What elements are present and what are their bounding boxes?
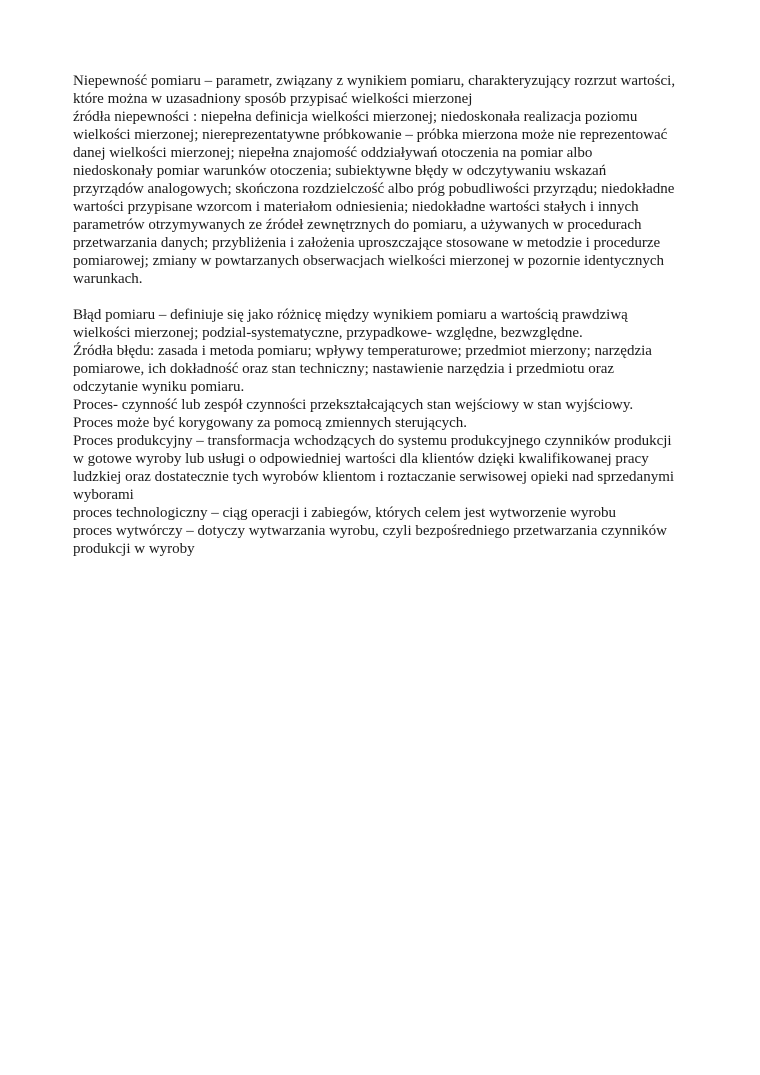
text-line: które można w uzasadniony sposób przypisać wielkości mierzonej: [73, 91, 473, 107]
text-line: odczytanie wyniku pomiaru.: [73, 379, 245, 395]
text-line: wartości przypisane wzorcom i materiałom odniesienia; niedokładne wartości stałych i innych: [73, 199, 639, 215]
document-page: [73, 72, 703, 558]
text-line: produkcji w wyroby: [73, 541, 195, 557]
text-line: Proces- czynność lub zespół czynności przekształcających stan wejściowy w stan wyjściowy.: [73, 397, 634, 413]
text-line: proces technologiczny – ciąg operacji i zabiegów, których celem jest wytworzenie wyrobu: [73, 505, 616, 521]
text-line: wyborami: [73, 487, 134, 503]
text-line: pomiarowe, ich dokładność oraz stan techniczny; nastawienie narzędzia i przedmiotu oraz: [73, 361, 615, 377]
text-line: Źródła błędu: zasada i metoda pomiaru; wpływy temperaturowe; przedmiot mierzony; narzędzia: [73, 343, 652, 359]
text-line: danej wielkości mierzonej; niepełna znajomość oddziaływań otoczenia na pomiar albo: [73, 145, 593, 161]
text-line: parametrów otrzymywanych ze źródeł zewnętrznych do pomiaru, a używanych w procedurach: [73, 217, 642, 233]
text-line: przetwarzania danych; przybliżenia i założenia uproszczające stosowane w metodzie i procedurze: [73, 235, 661, 251]
text-line: przyrządów analogowych; skończona rozdzielczość albo próg pobudliwości przyrządu; niedokładne: [73, 181, 675, 197]
text-line: Błąd pomiaru – definiuje się jako różnicę między wynikiem pomiaru a wartością prawdziwą: [73, 307, 628, 323]
paragraph-gap: [73, 288, 703, 306]
text-line: proces wytwórczy – dotyczy wytwarzania wyrobu, czyli bezpośredniego przetwarzania czynników: [73, 523, 667, 539]
text-line: niedoskonały pomiar warunków otoczenia; subiektywne błędy w odczytywaniu wskazań: [73, 163, 607, 179]
text-line: w gotowe wyroby lub usługi o odpowiedniej wartości dla klientów dzięki kwalifikowanej pracy: [73, 451, 649, 467]
text-line: Proces może być korygowany za pomocą zmiennych sterujących.: [73, 415, 468, 431]
text-line: pomiarowej; zmiany w powtarzanych obserwacjach wielkości mierzonej w pozornie identycznych: [73, 253, 665, 269]
text-line: źródła niepewności : niepełna definicja wielkości mierzonej; niedoskonała realizacja poziomu: [73, 109, 638, 125]
text-line: wielkości mierzonej; niereprezentatywne próbkowanie – próbka mierzona może nie reprezentować: [73, 127, 668, 143]
text-line: ludzkiej oraz dostatecznie tych wyrobów klientom i roztaczanie serwisowej opieki nad sprzedanymi: [73, 469, 675, 485]
text-line: wielkości mierzonej; podzial-systematyczne, przypadkowe- względne, bezwzględne.: [73, 325, 583, 341]
text-line: Niepewność pomiaru – parametr, związany z wynikiem pomiaru, charakteryzujący rozrzut wartości,: [73, 73, 676, 89]
text-line: Proces produkcyjny – transformacja wchodzących do systemu produkcyjnego czynników produkcji: [73, 433, 672, 449]
text-line: warunkach.: [73, 271, 143, 287]
